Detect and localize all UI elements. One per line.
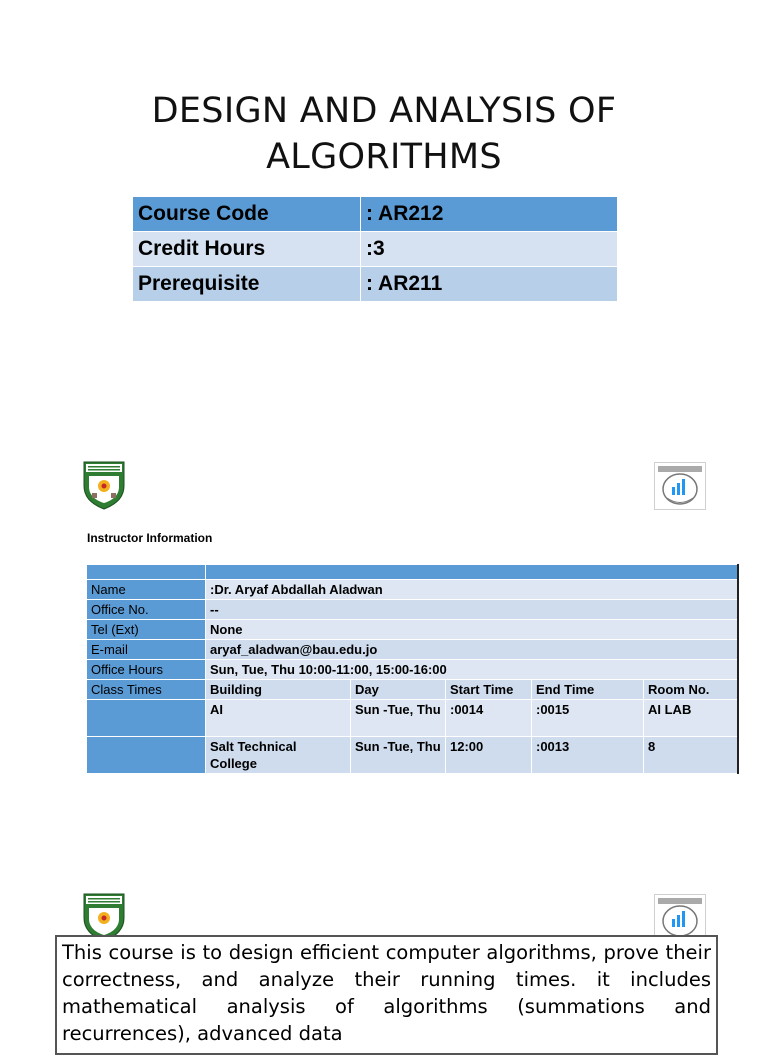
university-crest-icon [82,460,126,510]
credit-hours-value: :3 [361,232,618,267]
name-label: Name [87,580,206,600]
credit-hours-label: Credit Hours [133,232,361,267]
office-value: -- [206,600,738,620]
class-start: 12:00 [446,737,532,774]
college-seal-icon [654,462,706,510]
course-title [0,88,768,180]
end-time-header: End Time [532,680,644,700]
class-row [87,737,738,774]
class-row [87,700,738,737]
office-hours-label: Office Hours [87,660,206,680]
course-code-label: Course Code [133,197,361,232]
instructor-slide [0,440,768,840]
class-room: 8 [644,737,738,774]
course-info-table [132,196,618,302]
description-slide [0,880,768,1045]
credit-hours-row [133,232,618,267]
tel-label: Tel (Ext) [87,620,206,640]
prerequisite-value: : AR211 [361,267,618,302]
day-header: Day [351,680,446,700]
email-value: aryaf_aladwan@bau.edu.jo [206,640,738,660]
class-room: AI LAB [644,700,738,737]
tel-row [87,620,738,640]
name-row [87,580,738,600]
name-value: :Dr. Aryaf Abdallah Aladwan [206,580,738,600]
office-hours-value: Sun, Tue, Thu 10:00-11:00, 15:00-16:00 [206,660,738,680]
class-building: AI [206,700,351,737]
start-time-header: Start Time [446,680,532,700]
class-end: :0013 [532,737,644,774]
instructor-heading: Instructor Information [87,531,213,545]
email-label: E-mail [87,640,206,660]
prerequisite-row [133,267,618,302]
table-header-row [87,565,738,580]
course-code-value: : AR212 [361,197,618,232]
office-row [87,600,738,620]
class-day: Sun -Tue, Thu [351,737,446,774]
office-hours-row [87,660,738,680]
room-header: Room No. [644,680,738,700]
email-row [87,640,738,660]
title-line-1: DESIGN AND ANALYSIS OF [151,91,617,131]
course-code-row [133,197,618,232]
prerequisite-label: Prerequisite [133,267,361,302]
class-end: :0015 [532,700,644,737]
class-start: :0014 [446,700,532,737]
tel-value: None [206,620,738,640]
title-slide [0,0,768,420]
building-header: Building [206,680,351,700]
class-building: Salt Technical College [206,737,351,774]
office-label: Office No. [87,600,206,620]
class-times-label: Class Times [87,680,206,700]
class-day: Sun -Tue, Thu [351,700,446,737]
class-times-header-row [87,680,738,700]
course-description: This course is to design efficient computer algorithms, prove their correctness, and analyze their running times. it includes mathematical analysis of algorithms (summations and recurrences), advanced data [55,935,718,1055]
title-line-2: ALGORITHMS [266,137,502,177]
instructor-table [86,564,739,774]
